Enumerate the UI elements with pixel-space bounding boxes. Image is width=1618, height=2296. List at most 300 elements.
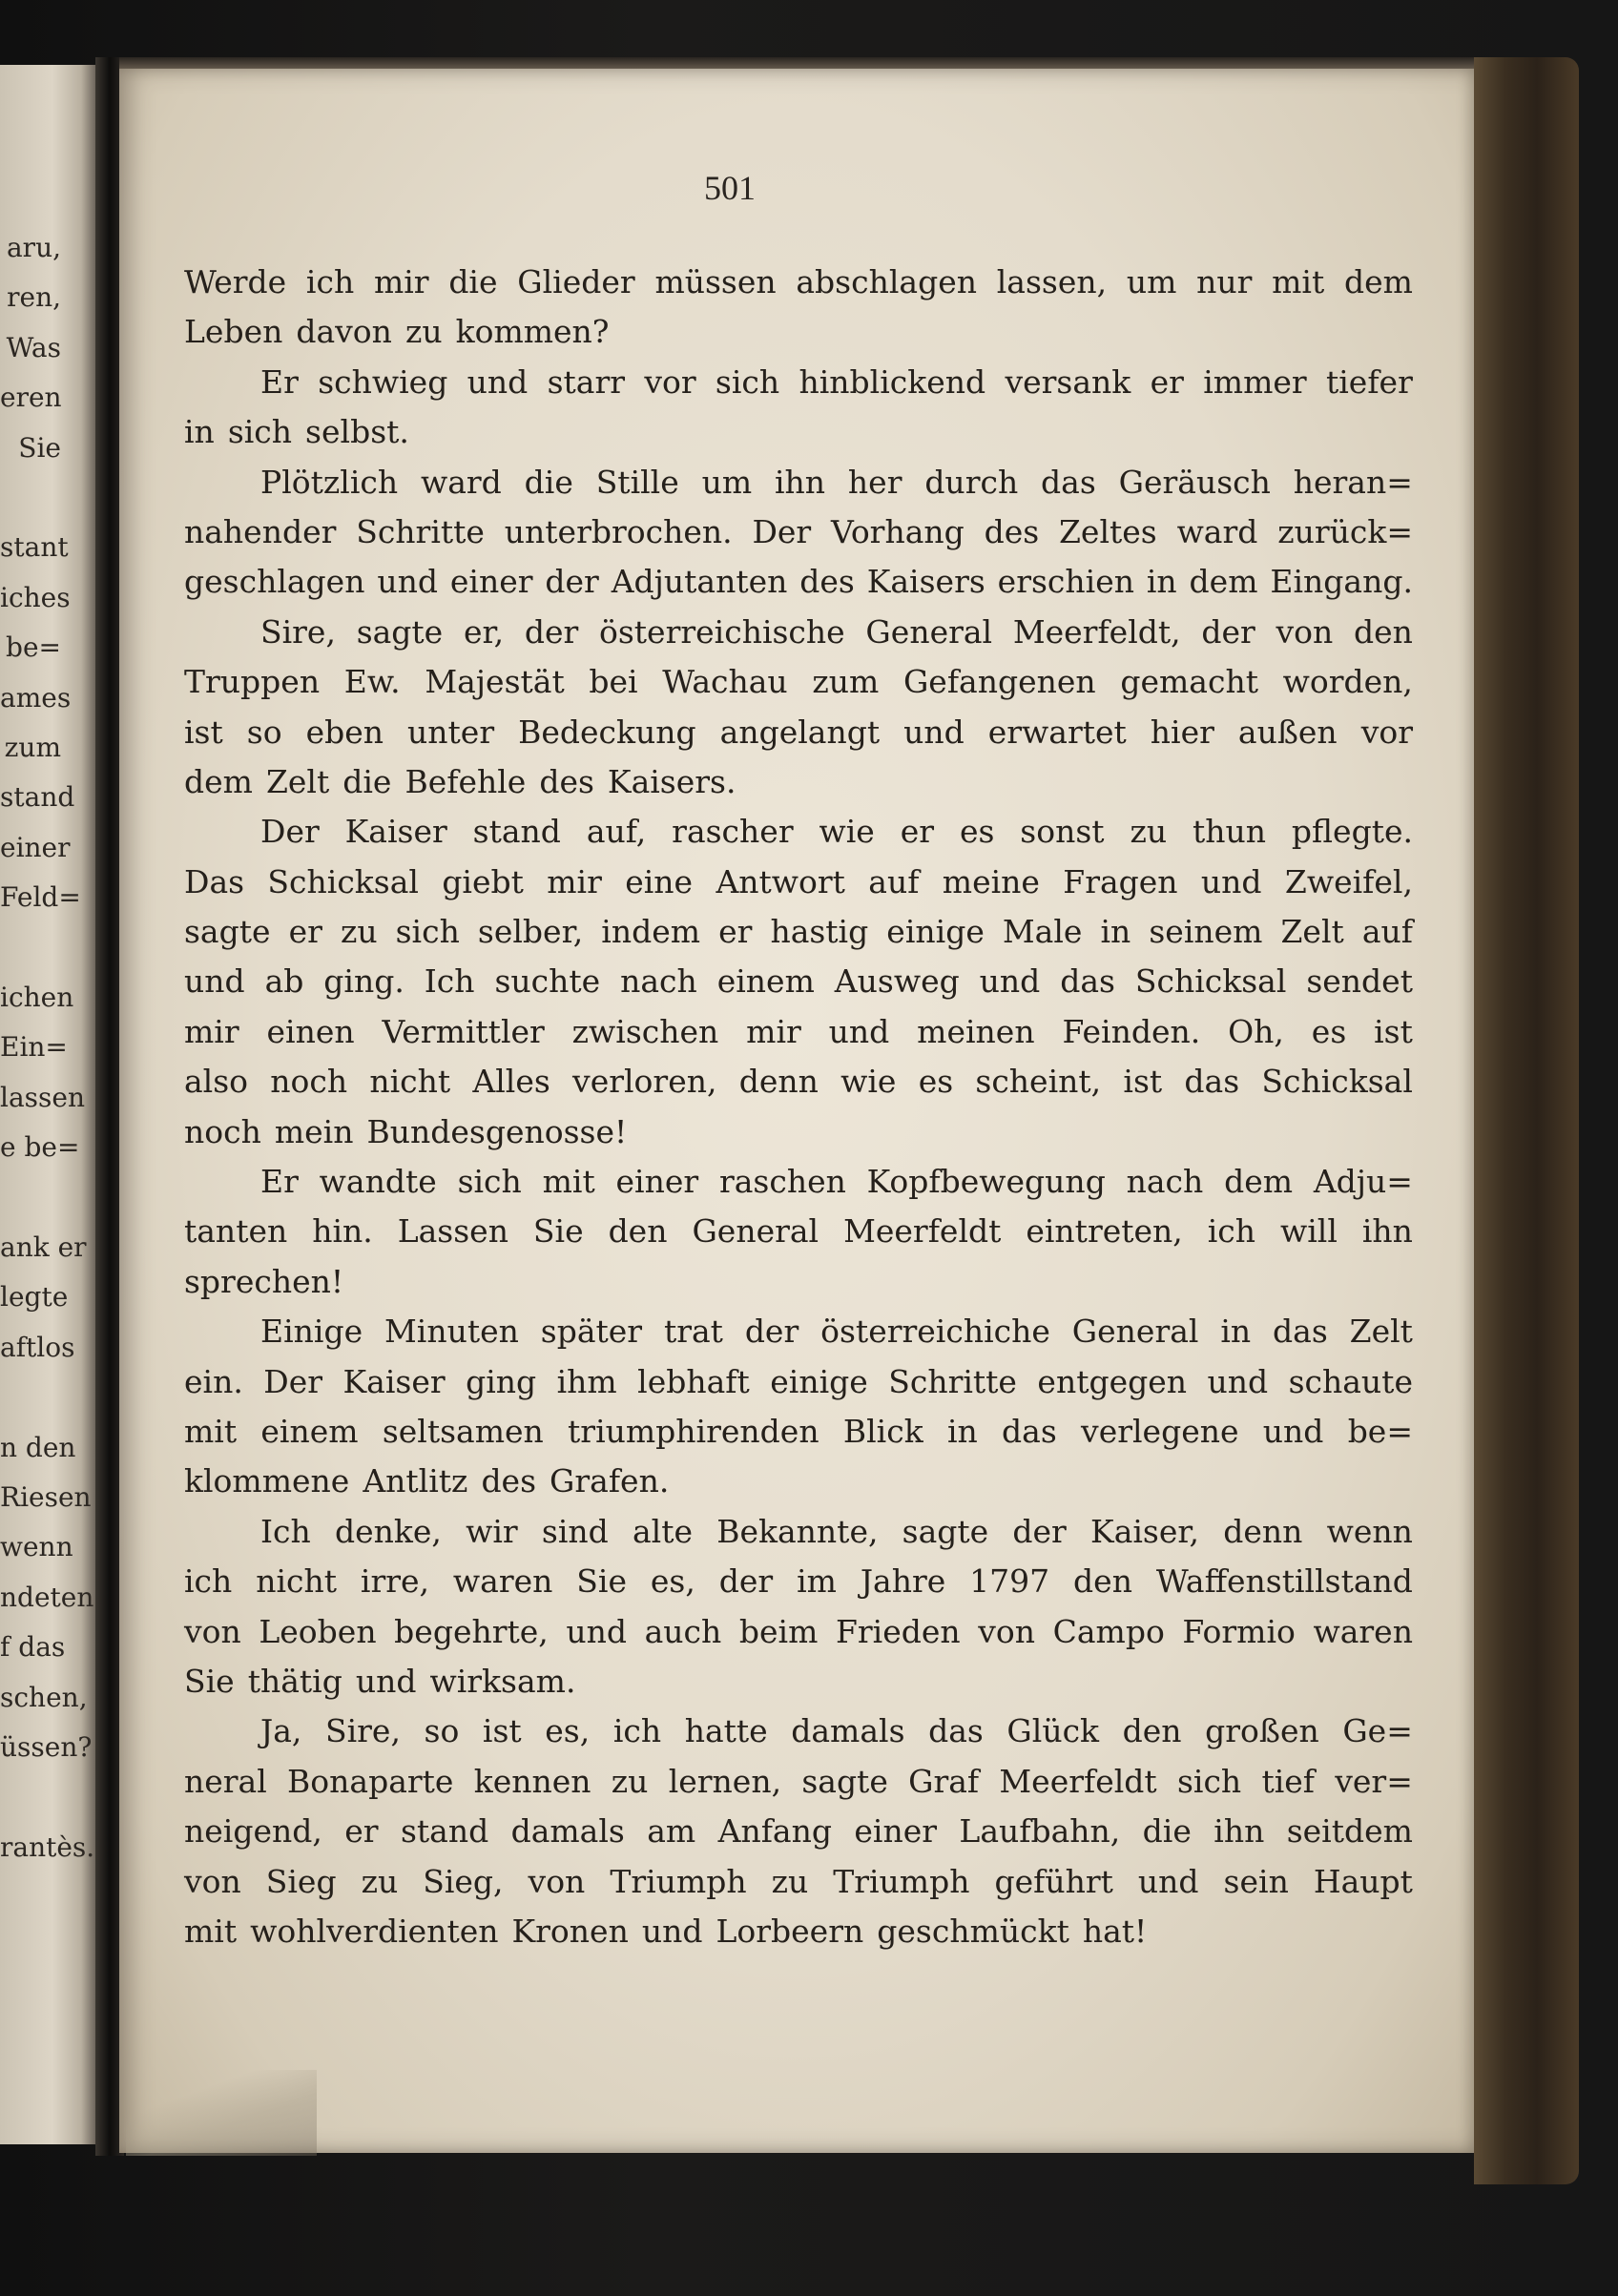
word: außen [1237, 713, 1338, 751]
word: Bundesgenosse! [366, 1112, 628, 1150]
word: irre, [360, 1562, 430, 1601]
word: Lorbeern [716, 1912, 864, 1950]
left-page-fragment: Feld= [0, 881, 81, 914]
word: ist [1123, 1063, 1163, 1101]
text-line [184, 858, 1413, 907]
word: und [566, 1612, 628, 1650]
word: der [744, 1313, 799, 1351]
word: das [1060, 962, 1115, 1001]
word: die [1142, 1812, 1192, 1851]
word: Majestät [425, 663, 565, 701]
word: schaute [1288, 1362, 1413, 1400]
word: in [946, 1412, 978, 1450]
word: Der [752, 512, 812, 550]
word: hin. [312, 1212, 373, 1251]
page-number: 501 [704, 169, 756, 207]
word: einer [449, 563, 533, 601]
word: durch [924, 463, 1019, 501]
word: Glieder [517, 263, 635, 300]
word: thätig [247, 1662, 342, 1700]
word: be= [1347, 1412, 1413, 1450]
word: Schicksal [1261, 1063, 1413, 1101]
word: wenn [1326, 1512, 1413, 1550]
word: eine [625, 862, 694, 900]
word: und [979, 962, 1041, 1001]
word: und [355, 1662, 417, 1700]
word: sich [395, 913, 460, 951]
word: Schicksal [267, 862, 419, 900]
word: des [539, 762, 594, 800]
word: Waffenstillstand [1155, 1562, 1413, 1601]
word: neigend, [184, 1812, 322, 1851]
word: in [1146, 563, 1177, 601]
text-line [184, 1257, 1413, 1307]
word: und [641, 1912, 703, 1950]
word: eben [305, 713, 384, 751]
text-line [184, 907, 1413, 957]
word: später [540, 1313, 643, 1351]
word: einem [260, 1412, 359, 1450]
word: der [524, 612, 579, 651]
text-line [184, 1557, 1413, 1606]
word: wohlverdienten [250, 1912, 499, 1950]
word: um [1126, 263, 1177, 300]
word: einige [770, 1362, 868, 1400]
word: klommene [184, 1462, 350, 1500]
word: auf [1361, 913, 1413, 951]
word: sonst [1020, 813, 1105, 851]
word: es, [650, 1562, 695, 1601]
word: Sieg, [423, 1862, 504, 1900]
word: Leben [184, 313, 283, 351]
word: her [847, 463, 902, 501]
word: Er [260, 1163, 299, 1201]
word: seinem [1149, 913, 1263, 951]
word: einer [615, 1163, 699, 1201]
word: die [524, 463, 573, 501]
word: noch [184, 1112, 261, 1150]
word: trat [663, 1313, 723, 1351]
word: noch [270, 1063, 348, 1101]
word: Adju= [1313, 1163, 1413, 1201]
word: großen [1205, 1712, 1319, 1750]
left-page-fragment: aftlos [0, 1331, 75, 1363]
word: unter [407, 713, 495, 751]
word: dem [1224, 1163, 1294, 1201]
text-line [184, 1457, 1413, 1506]
word: er [288, 913, 322, 951]
word: ging. [323, 962, 404, 1001]
left-page-fragment: ank er [0, 1231, 87, 1263]
word: zu [611, 1762, 649, 1800]
word: des [799, 563, 855, 601]
word: nach [1126, 1163, 1204, 1201]
left-page-fragment: ames [0, 681, 72, 714]
word: das [1184, 1063, 1240, 1101]
word: Anfang [717, 1812, 832, 1851]
word: mit [1272, 263, 1325, 300]
word: ein. [184, 1362, 243, 1400]
word: den [1353, 612, 1413, 651]
word: so [424, 1712, 460, 1750]
text-line [184, 1507, 1413, 1557]
word: das [1273, 1313, 1328, 1351]
word: Adjutanten [611, 563, 788, 601]
left-facing-page [0, 65, 95, 2144]
left-page-fragment: be= [6, 631, 61, 664]
word: Schritte [356, 512, 485, 550]
word: Lassen [397, 1212, 508, 1251]
word: Ge= [1342, 1712, 1413, 1750]
word: Kaisers [866, 563, 985, 601]
word: sprechen! [184, 1262, 344, 1300]
word: Truppen [184, 663, 321, 701]
word: und [1200, 862, 1262, 900]
word: angelangt [719, 713, 881, 751]
word: Oh, [1228, 1012, 1284, 1050]
left-page-fragment: einer [0, 831, 71, 863]
word: ist [184, 713, 223, 751]
word: Meerfeldt, [1012, 612, 1181, 651]
word: hastig [770, 913, 869, 951]
word: sind [541, 1512, 609, 1550]
left-page-fragment: lassen [0, 1081, 85, 1113]
word: auf [868, 862, 920, 900]
word: mit [184, 1412, 238, 1450]
word: gemacht [1120, 663, 1258, 701]
word: ward [1176, 512, 1258, 550]
word: sich [715, 362, 780, 401]
word: will [1279, 1212, 1338, 1251]
word: mein [274, 1112, 354, 1150]
word: verloren, [572, 1063, 717, 1101]
word: dem [184, 762, 253, 800]
word: er, [463, 612, 505, 651]
word: es [1311, 1012, 1347, 1050]
word: mir [746, 1012, 801, 1050]
word: heran= [1293, 463, 1413, 501]
word: einige [886, 913, 985, 951]
word: lernen, [668, 1762, 782, 1800]
word: Frieden [835, 1612, 961, 1650]
word: General [1071, 1313, 1199, 1351]
word: die [342, 762, 392, 800]
word: hinblickend [799, 362, 986, 401]
word: und [1262, 1412, 1324, 1450]
word: das [1002, 1412, 1057, 1450]
word: triumphirenden [568, 1412, 819, 1450]
word: sich [457, 1163, 522, 1201]
word: wie [840, 1063, 897, 1101]
left-page-fragment: stant [0, 531, 69, 564]
text-line [184, 608, 1413, 657]
word: dem [1343, 263, 1413, 300]
word: Sie [184, 1662, 235, 1700]
text-line [184, 258, 1413, 307]
word: Ich [260, 1512, 311, 1550]
left-page-fragment: aru, [6, 232, 61, 263]
word: sagte [184, 913, 271, 951]
word: ich [184, 1562, 233, 1601]
word: von [1276, 612, 1334, 651]
word: Grafen. [550, 1462, 670, 1500]
word: Schicksal [1134, 962, 1287, 1001]
page-corner-curl [126, 2070, 317, 2156]
word: Ew. [343, 663, 401, 701]
word: 1797 [969, 1562, 1050, 1601]
text-line [184, 1657, 1413, 1706]
word: Bonaparte [287, 1762, 454, 1800]
text-line [184, 458, 1413, 507]
word: Sie [532, 1212, 584, 1251]
word: sagte [902, 1512, 989, 1550]
text-line [184, 1007, 1413, 1057]
word: kennen [473, 1762, 591, 1800]
word: sich [1176, 1762, 1242, 1800]
word: es [918, 1063, 954, 1101]
word: Wachau [662, 663, 788, 701]
text-line [184, 557, 1413, 607]
word: Ausweg [834, 962, 960, 1001]
word: erwartet [987, 713, 1127, 751]
word: und [1137, 1862, 1199, 1900]
word: Formio [1182, 1612, 1296, 1650]
word: mir [547, 862, 602, 900]
word: es [959, 813, 995, 851]
word: Feinden. [1062, 1012, 1201, 1050]
word: sagte [356, 612, 444, 651]
word: zurück= [1277, 512, 1413, 550]
word: worden, [1282, 663, 1413, 701]
word: Der [260, 813, 320, 851]
word: von [184, 1612, 241, 1650]
word: des [984, 512, 1040, 550]
word: zu [1130, 813, 1168, 851]
left-page-fragment: Ein= [0, 1031, 68, 1064]
word: tanten [184, 1212, 288, 1251]
word: zwischen [571, 1012, 719, 1050]
word: sich [227, 413, 293, 451]
word: nahender [184, 512, 337, 550]
word: bei [589, 663, 638, 701]
word: wie [819, 813, 875, 851]
left-page-fragment: wenn [0, 1531, 73, 1563]
word: auf, [586, 813, 647, 851]
text-line [184, 1357, 1413, 1407]
word: Jahre [860, 1562, 946, 1601]
word: Zweifel, [1284, 862, 1413, 900]
word: Gefangenen [902, 663, 1096, 701]
word: der [1201, 612, 1255, 651]
word: Vorhang [831, 512, 965, 550]
word: ihn [1214, 1812, 1265, 1851]
word: tiefer [1325, 362, 1413, 401]
left-page-fragment: e be= [0, 1131, 80, 1164]
word: ich [612, 1712, 662, 1750]
word: Graf [908, 1762, 980, 1800]
word: in [184, 413, 215, 451]
word: mir [373, 263, 429, 300]
word: einen [266, 1012, 355, 1050]
left-page-fragment: ren, [7, 281, 61, 314]
word: kommen? [455, 313, 610, 351]
word: österreichische [598, 612, 845, 651]
word: wir [466, 1512, 518, 1550]
word: vor [644, 362, 696, 401]
word: ab [264, 962, 304, 1001]
text-line [184, 807, 1413, 857]
word: Ich [424, 962, 475, 1001]
word: er [718, 913, 753, 951]
word: ihn [775, 463, 826, 501]
word: Leoben [259, 1612, 377, 1650]
word: er [344, 1812, 379, 1851]
word: thun [1192, 813, 1267, 851]
text-line [184, 708, 1413, 757]
word: von [978, 1612, 1036, 1650]
word: Kaiser [342, 1362, 446, 1400]
word: alte [632, 1512, 694, 1550]
word: der [718, 1562, 774, 1601]
book-page [119, 69, 1474, 2153]
word: giebt [442, 862, 524, 900]
word: denke, [334, 1512, 442, 1550]
word: Blick [842, 1412, 923, 1450]
word: Glück [1006, 1712, 1100, 1750]
word: Stille [595, 463, 679, 501]
word: am [647, 1812, 696, 1851]
word: das [1041, 463, 1096, 501]
word: wirksam. [429, 1662, 576, 1700]
word: einem [716, 962, 815, 1001]
text-line [184, 358, 1413, 407]
word: scheint, [975, 1063, 1102, 1101]
text-line [184, 1107, 1413, 1157]
word: Antwort [716, 862, 845, 900]
word: hier [1150, 713, 1214, 751]
text-line [184, 407, 1413, 457]
word: hatte [684, 1712, 768, 1750]
word: und [828, 1012, 890, 1050]
left-page-fragment: rantès. [0, 1831, 95, 1863]
word: Haupt [1313, 1862, 1413, 1900]
word: rascher [672, 813, 794, 851]
word: Zelt [1349, 1313, 1413, 1351]
word: Meerfeldt [843, 1212, 1002, 1251]
word: sein [1223, 1862, 1289, 1900]
word: ging [466, 1362, 537, 1400]
word: ich [305, 263, 355, 300]
word: Alles [472, 1063, 550, 1101]
word: Sire, [260, 612, 336, 651]
word: auch [644, 1612, 722, 1650]
left-page-fragment: n den [0, 1431, 76, 1463]
word: in [1220, 1313, 1252, 1351]
word: tief [1261, 1762, 1315, 1800]
text-line [184, 757, 1413, 807]
word: neral [184, 1762, 267, 1800]
word: starr [547, 362, 625, 401]
word: denn [738, 1063, 819, 1101]
word: immer [1203, 362, 1307, 401]
left-page-fragment: zum [4, 732, 61, 763]
word: Das [184, 862, 245, 900]
word: geschlagen [184, 563, 365, 601]
left-page-fragment: f das [0, 1631, 66, 1664]
word: und [467, 362, 529, 401]
text-line [184, 307, 1413, 357]
word: nicht [256, 1562, 337, 1601]
word: ihm [556, 1362, 617, 1400]
text-line [184, 657, 1413, 707]
word: entgegen [1037, 1362, 1188, 1400]
word: geführt [994, 1862, 1113, 1900]
word: Laufbahn, [959, 1812, 1121, 1851]
word: dem [1189, 563, 1258, 601]
word: zu [771, 1862, 809, 1900]
word: Sieg [265, 1862, 337, 1900]
word: Der [263, 1362, 323, 1400]
left-page-fragment: schen, [0, 1681, 88, 1713]
page-body-text [184, 258, 1413, 1956]
word: also [184, 1063, 249, 1101]
word: meine [942, 862, 1040, 900]
word: hat! [1082, 1912, 1148, 1950]
word: den [608, 1212, 668, 1251]
word: und [903, 713, 965, 751]
word: schwieg [318, 362, 448, 401]
word: Kaiser [344, 813, 447, 851]
word: des [481, 1462, 537, 1500]
word: Eingang. [1270, 563, 1413, 601]
word: pflegte. [1291, 813, 1413, 851]
word: eintreten, [1026, 1212, 1183, 1251]
left-page-fragment: ndeten [0, 1581, 94, 1613]
word: und [184, 962, 245, 1001]
word: ist [1374, 1012, 1413, 1050]
word: Minuten [384, 1313, 519, 1351]
word: Einige [260, 1313, 363, 1351]
word: Sie [576, 1562, 627, 1601]
word: von [528, 1862, 586, 1900]
word: waren [1313, 1612, 1413, 1650]
left-page-fragment: Was [6, 331, 61, 363]
word: waren [452, 1562, 553, 1601]
word: einer [854, 1812, 938, 1851]
text-line [184, 1207, 1413, 1256]
word: Schritte [888, 1362, 1017, 1400]
word: die [448, 263, 498, 300]
left-page-fragment: Sie [18, 431, 61, 464]
word: den [1122, 1712, 1182, 1750]
word: Plötzlich [260, 463, 399, 501]
word: Werde [184, 263, 287, 300]
word: Zelt [265, 762, 330, 800]
word: raschen [718, 1163, 846, 1201]
word: Befehle [404, 762, 527, 800]
text-line [184, 1706, 1413, 1756]
word: lebhaft [637, 1362, 750, 1400]
word: es, [545, 1712, 591, 1750]
word: geschmückt [877, 1912, 1069, 1950]
word: Er [260, 362, 299, 401]
word: Meerfeldt [999, 1762, 1157, 1800]
word: Bedeckung [518, 713, 696, 751]
word: der [545, 563, 599, 601]
word: Zelt [1280, 913, 1344, 951]
word: und [377, 563, 438, 601]
word: Male [1002, 913, 1083, 951]
